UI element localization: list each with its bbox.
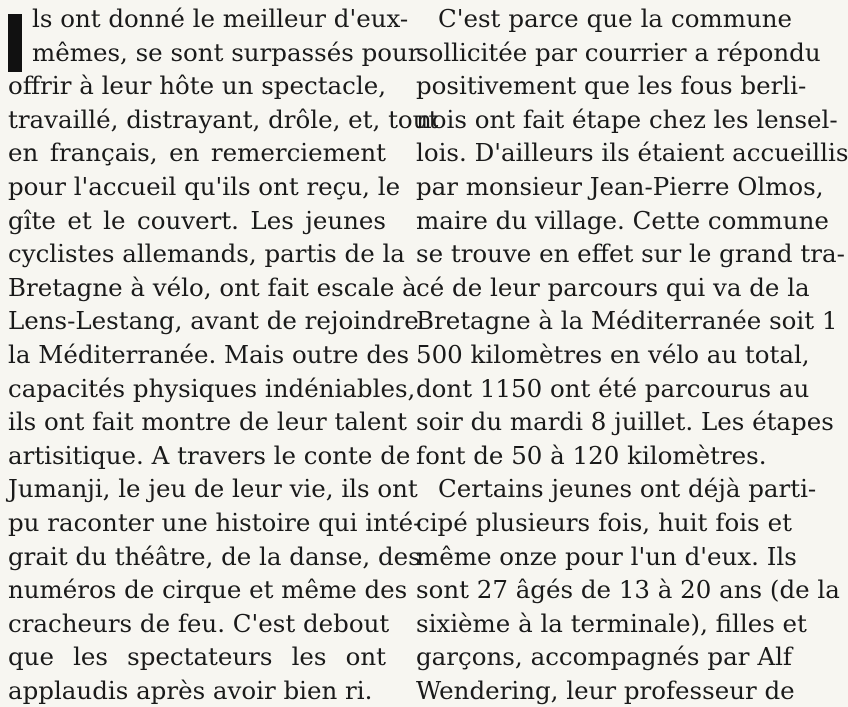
text-line: cé de leur parcours qui va de la bbox=[416, 272, 810, 302]
text-line: travaillé, distrayant, drôle, et, tout bbox=[8, 104, 439, 134]
text-line: Jumanji, le jeu de leur vie, ils ont bbox=[8, 474, 418, 504]
text-line: Certains jeunes ont déjà parti- bbox=[438, 474, 817, 504]
text-line: se trouve en effet sur le grand tra- bbox=[416, 239, 845, 269]
text-line: positivement que les fous berli- bbox=[416, 71, 807, 101]
text-line: numéros de cirque et même des bbox=[8, 575, 408, 605]
text-line: sollicitée par courrier a répondu bbox=[416, 37, 821, 67]
text-line: la Méditerranée. Mais outre des bbox=[8, 339, 410, 369]
text-line: ils ont fait montre de leur talent bbox=[8, 407, 407, 437]
text-line: mêmes, se sont surpassés pour bbox=[32, 37, 420, 67]
right-column bbox=[416, 2, 848, 707]
text-line: artisitique. A travers le conte de bbox=[8, 440, 411, 470]
text-line: cracheurs de feu. C'est debout bbox=[8, 608, 390, 638]
text-line: applaudis après avoir bien ri. bbox=[8, 675, 373, 705]
text-line: Bretagne à vélo, ont fait escale à bbox=[8, 272, 417, 302]
text-line: Wendering, leur professeur de bbox=[416, 675, 795, 705]
text-line: pour l'accueil qu'ils ont reçu, le bbox=[8, 171, 401, 201]
text-line: cipé plusieurs fois, huit fois et bbox=[416, 507, 792, 537]
text-line: gîte et le couvert. Les jeunes bbox=[8, 205, 386, 235]
text-line: en français, en remerciement bbox=[8, 138, 386, 168]
text-line: même onze pour l'un d'eux. Ils bbox=[416, 541, 797, 571]
text-line: sont 27 âgés de 13 à 20 ans (de la bbox=[416, 575, 840, 605]
text-line: Lens-Lestang, avant de rejoindre bbox=[8, 306, 419, 336]
text-line: Bretagne à la Méditerranée soit 1 bbox=[416, 306, 838, 336]
text-line: font de 50 à 120 kilomètres. bbox=[416, 440, 767, 470]
text-line: capacités physiques indéniables, bbox=[8, 373, 416, 403]
text-line: sixième à la terminale), filles et bbox=[416, 608, 807, 638]
text-line: garçons, accompagnés par Alf bbox=[416, 642, 792, 672]
text-line: C'est parce que la commune bbox=[438, 4, 792, 33]
text-line: lois. D'ailleurs ils étaient accueillis bbox=[416, 138, 848, 168]
text-line: 500 kilomètres en vélo au total, bbox=[416, 339, 810, 369]
text-line: ls ont donné le meilleur d'eux- bbox=[32, 4, 409, 33]
text-line: dont 1150 ont été parcourus au bbox=[416, 373, 810, 403]
text-line: grait du théâtre, de la danse, des bbox=[8, 541, 421, 571]
text-line: cyclistes allemands, partis de la bbox=[8, 239, 405, 269]
text-line: pu raconter une histoire qui inté- bbox=[8, 507, 422, 537]
text-line: soir du mardi 8 juillet. Les étapes bbox=[416, 407, 834, 437]
text-line: nois ont fait étape chez les lensel- bbox=[416, 104, 838, 134]
text-line: que les spectateurs les ont bbox=[8, 642, 386, 672]
text-line: maire du village. Cette commune bbox=[416, 205, 829, 235]
left-column bbox=[8, 2, 439, 707]
text-line: par monsieur Jean-Pierre Olmos, bbox=[416, 171, 824, 201]
text-line: offrir à leur hôte un spectacle, bbox=[8, 71, 386, 101]
